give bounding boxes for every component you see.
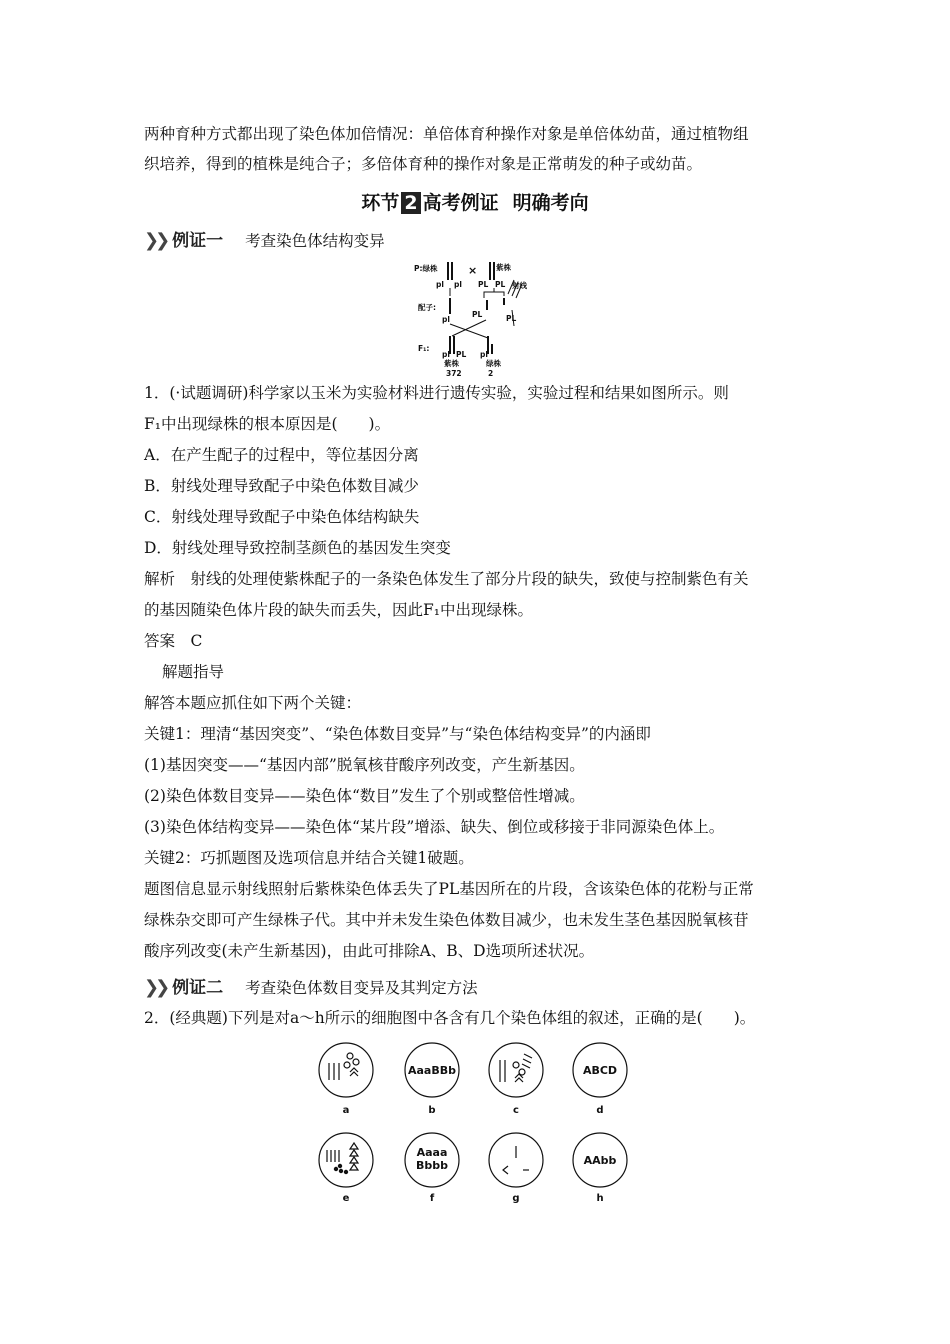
- cell-g-label: g: [512, 1193, 520, 1204]
- section-title: [0, 188, 950, 215]
- q1-option-d: D．射线处理导致控制茎颜色的基因发生突变: [144, 539, 451, 557]
- f1-right-name: 绿株: [486, 359, 501, 368]
- gamete-left-gene: pl: [442, 315, 450, 324]
- guide-line-3: (1)基因突变——“基因内部”脱氧核苷酸序列改变，产生新基因。: [144, 756, 585, 774]
- guide-line-2: 关键1：理清“基因突变”、“染色体数目变异”与“染色体结构变异”的内涵即: [144, 725, 651, 743]
- p-right-gene-a: PL: [478, 280, 489, 289]
- guide-title: 解题指导: [162, 663, 225, 681]
- q1-option-b: B．射线处理导致配子中染色体数目减少: [144, 477, 419, 495]
- cell-f-text-2: Bbbb: [415, 1159, 449, 1172]
- cell-diagrams: [310, 1038, 640, 1208]
- cell-f-text-1: Aaaa: [416, 1146, 448, 1159]
- f1-right-count: 2: [488, 369, 494, 378]
- q1-option-a: A．在产生配子的过程中，等位基因分离: [144, 446, 419, 464]
- cell-b-text: AaaBBb: [407, 1064, 457, 1077]
- intro-line-1: 两种育种方式都出现了染色体加倍情况：单倍体育种操作对象是单倍体幼苗，通过植物组: [144, 125, 749, 143]
- guide-line-9: 酸序列改变(未产生新基因)，由此可排除A、B、D选项所述状况。: [144, 942, 595, 960]
- f1-left-name: 紫株: [444, 359, 459, 368]
- guide-line-8: 绿株杂交即可产生绿株子代。其中并未发生染色体数目减少，也未发生茎色基因脱氧核苷: [144, 911, 749, 929]
- p-left-gene-b: pl: [454, 280, 462, 289]
- f1-left-gene-b: PL: [456, 350, 467, 359]
- q2-text: 2．(经典题)下列是对a～h所示的细胞图中各含有几个染色体组的叙述，正确的是( )。: [144, 1009, 756, 1027]
- example2-label: 例证二: [172, 978, 224, 998]
- cross-diagram: [412, 258, 548, 380]
- intro-line-2: 织培养，得到的植株是纯合子；多倍体育种的操作对象是正常萌发的种子或幼苗。: [144, 155, 703, 173]
- section-title-b: 明确考向: [512, 192, 589, 214]
- guide-line-1: 解答本题应抓住如下两个关键：: [144, 694, 362, 712]
- cell-a: [319, 1043, 373, 1097]
- p-right-gene-b: PL: [495, 280, 506, 289]
- q1-option-c: C．射线处理导致配子中染色体结构缺失: [144, 508, 420, 526]
- cell-h-text: AAbb: [583, 1154, 617, 1167]
- guide-line-4: (2)染色体数目变异——染色体“数目”发生了个别或整倍性增减。: [144, 787, 585, 805]
- q1-line-2: F₁中出现绿株的根本原因是( )。: [144, 415, 391, 433]
- section-prefix: 环节: [361, 192, 400, 214]
- example1-label: 例证一: [172, 231, 224, 251]
- p-label: P:绿株: [414, 264, 438, 273]
- gamete-right-gene: PL: [506, 314, 517, 323]
- q1-line-1: 1．(·试题调研)科学家以玉米为实验材料进行遗传实验，实验过程和结果如图所示。则: [144, 384, 729, 402]
- cross-symbol: ×: [468, 264, 478, 277]
- cell-h-label: h: [596, 1193, 604, 1204]
- cell-d-label: d: [596, 1105, 604, 1116]
- example1-subtitle: 考查染色体结构变异: [245, 232, 385, 250]
- cell-e-label: e: [342, 1193, 350, 1204]
- guide-line-6: 关键2：巧抓题图及选项信息并结合关键1破题。: [144, 849, 474, 867]
- f1-left-count: 372: [446, 369, 462, 378]
- example2-subtitle: 考查染色体数目变异及其判定方法: [245, 979, 478, 997]
- cell-g: [489, 1133, 543, 1187]
- double-chevron-icon: ❯❯: [144, 230, 167, 251]
- double-chevron-icon: ❯❯: [144, 977, 167, 998]
- section-title-a: 高考例证: [422, 192, 499, 214]
- gamete-label: 配子:: [418, 303, 436, 312]
- gamete-mid-gene: PL: [472, 310, 483, 319]
- example2-header: [144, 973, 478, 998]
- section-number: 2: [401, 192, 420, 214]
- answer: 答案 C: [144, 632, 203, 650]
- cell-d-text: ABCD: [582, 1064, 618, 1077]
- guide-line-5: (3)染色体结构变异——染色体“某片段”增添、缺失、倒位或移接于非同源染色体上。: [144, 818, 725, 836]
- p-left-gene-a: pl: [436, 280, 444, 289]
- ray-label: 射线: [512, 281, 527, 290]
- f1-left-gene-a: pl: [442, 350, 450, 359]
- guide-line-7: 题图信息显示射线照射后紫株染色体丢失了PL基因所在的片段，含该染色体的花粉与正常: [144, 880, 754, 898]
- analysis-line-1: 解析 射线的处理使紫株配子的一条染色体发生了部分片段的缺失，致使与控制紫色有关: [144, 570, 749, 588]
- cell-a-label: a: [342, 1105, 350, 1116]
- p-right-label: 紫株: [496, 263, 511, 272]
- cell-b-label: b: [428, 1105, 436, 1116]
- cell-c-label: c: [513, 1105, 519, 1116]
- f1-label: F₁:: [418, 344, 430, 353]
- example1-header: [144, 226, 385, 251]
- f1-right-gene: pl: [480, 350, 488, 359]
- cell-c: [489, 1043, 543, 1097]
- analysis-line-2: 的基因随染色体片段的缺失而丢失，因此F₁中出现绿株。: [144, 601, 533, 619]
- cell-f-label: f: [429, 1193, 435, 1204]
